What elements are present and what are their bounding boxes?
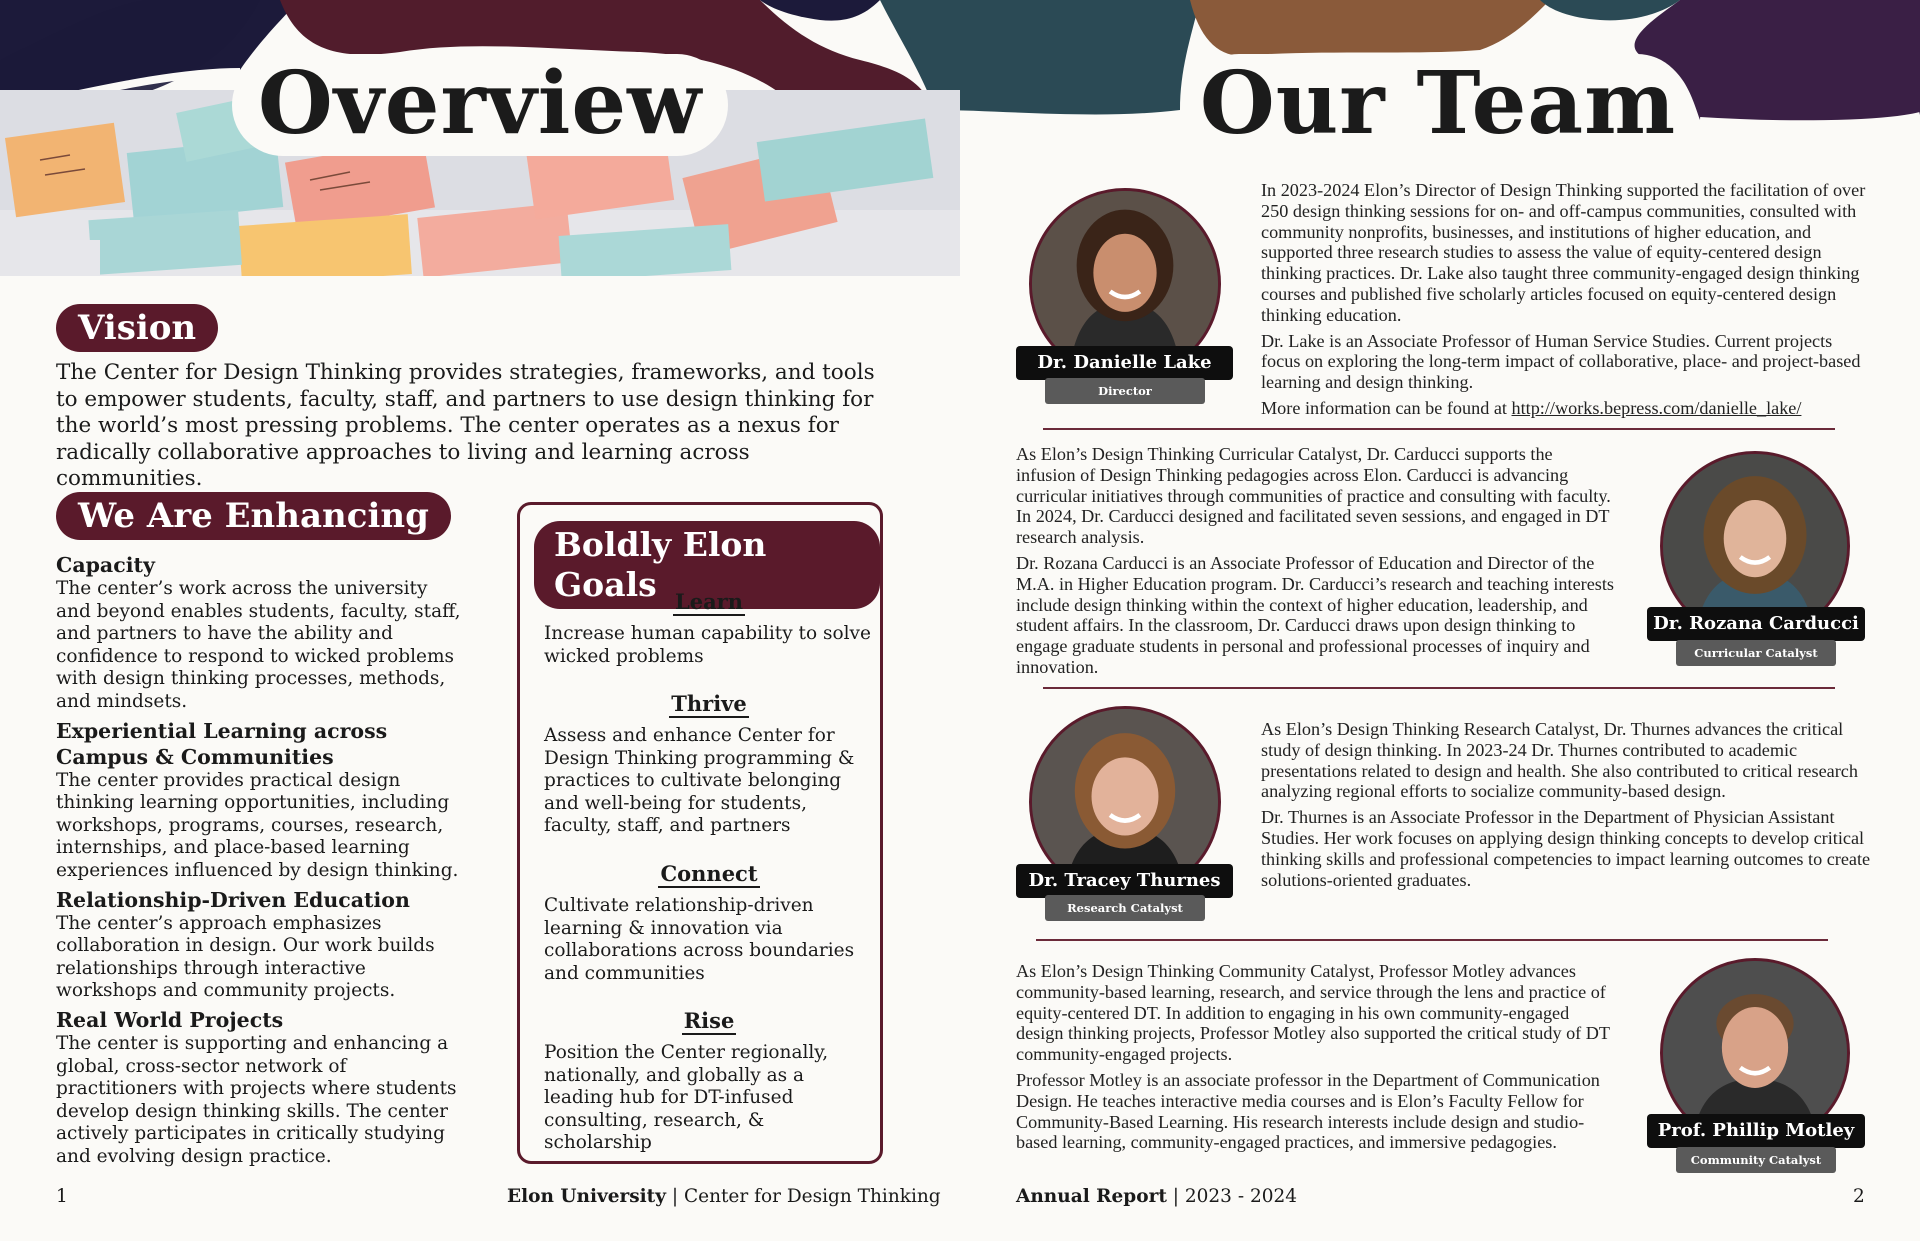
vision-text: The Center for Design Thinking provides strategies, frameworks, and tools to empower students, faculty, staff, and partners to use design thinking for the world’s most pressing problems. The center operates as a nexus for radically collaborative approaches to living and learning across communities. [56,360,875,491]
goals-heading: Boldly Elon Goals [534,521,880,609]
bio-paragraph: In 2023-2024 Elon’s Director of Design Thinking supported the facilitation of over 250 design thinking sessions for on- and off-campus communities, consulted with community nonprofits, businesses, and institutions of higher education, and supported three research studies to assess the value of equity-centered design thinking practices. Dr. Lake also taught three community-engaged design thinking courses and published five scholarly articles focused on equity-centered design thinking education. [1261,180,1866,325]
footer-separator: | [665,1186,684,1207]
bio-rozana-carducci [1016,444,1616,683]
goal-title: Learn [674,589,744,614]
profile-link[interactable]: http://works.bepress.com/danielle_lake/ [1511,397,1802,418]
enhancing-list [56,548,466,1172]
bio-paragraph: As Elon’s Design Thinking Community Catalyst, Professor Motley advances community-based learning, research, and service through the lens and practice of equity-centered DT. In addition to engaging in his own community-engaged design thinking projects, Professor Motley also supported the critical study of DT community-engaged projects. [1016,961,1610,1065]
enhancing-heading: We Are Enhancing [56,492,451,540]
page-number-right: 2 [1853,1186,1865,1207]
goal-title: Thrive [671,691,747,716]
divider [1036,939,1828,941]
enhancing-item-title: Experiential Learning across Campus & Communities [56,718,388,769]
nametag-rozana-carducci: Dr. Rozana Carducci [1647,607,1865,641]
enhancing-item-title: Real World Projects [56,1007,284,1032]
footer-years: 2023 - 2024 [1184,1186,1298,1207]
divider [1043,687,1835,689]
goal-title: Rise [683,1008,735,1033]
goal-text: Assess and enhance Center for Design Thinking programming & practices to cultivate belonging and well-being for students, faculty, staff, and partners [544,725,855,837]
page-number-left: 1 [56,1186,68,1207]
nametag-phillip-motley: Prof. Phillip Motley [1647,1114,1865,1148]
enhancing-item-title: Capacity [56,553,155,577]
footer-separator: | [1166,1186,1185,1207]
page-title-our-team: Our Team [1188,54,1688,156]
bio-tracey-thurnes [1261,719,1873,895]
goal-connect [544,861,874,985]
bio-paragraph: Dr. Lake is an Associate Professor of Human Service Studies. Current projects focus on exploring the long-term impact of collaborative, place- and project-based learning and design thinking. [1261,330,1861,393]
bio-paragraph: As Elon’s Design Thinking Research Catalyst, Dr. Thurnes advances the critical study of design thinking. In 2023-24 Dr. Thurnes contributed to academic presentations related to design and health. She also contributed to critical research analyzing regional efforts to socialize community-based design. [1261,719,1858,802]
goal-text: Cultivate relationship-driven learning & innovation via collaborations across boundaries and communities [544,895,855,984]
bio-link-prefix: More information can be found at [1261,397,1512,418]
enhancing-item-text: The center’s approach emphasizes collaboration in design. Our work builds relationships through interactive workshops and community projects. [56,912,435,1002]
goal-text: Position the Center regionally, nationally, and globally as a leading hub for DT-infused consulting, research, & scholarship [544,1042,829,1154]
nametag-tracey-thurnes: Dr. Tracey Thurnes [1016,864,1233,898]
enhancing-item-text: The center provides practical design thinking learning opportunities, including workshops, programs, courses, research, internships, and place-based learning experiences influenced by design thinking. [56,769,459,881]
goal-thrive [544,691,874,838]
bio-paragraph [1261,398,1873,419]
vision-heading: Vision [56,304,218,352]
roletag-danielle-lake: Director [1045,378,1205,404]
bio-paragraph: Dr. Thurnes is an Associate Professor in the Department of Physician Assistant Studies. Her work focuses on applying design thinking concepts to develop critical thinking skills and professional competencies to impact learning outcomes to create solutions-oriented graduates. [1261,807,1871,890]
roletag-phillip-motley: Community Catalyst [1676,1147,1836,1173]
nametag-danielle-lake: Dr. Danielle Lake [1016,346,1233,380]
goal-rise [544,1008,874,1155]
footer-org [507,1186,941,1208]
footer-report-bold: Annual Report [1016,1186,1167,1207]
roletag-tracey-thurnes: Research Catalyst [1045,895,1205,921]
bio-paragraph: Dr. Rozana Carducci is an Associate Professor of Education and Director of the M.A. in Higher Education program. Dr. Carducci’s research and teaching interests include design thinking within the context of higher education, leadership, and student affairs. In the classroom, Dr. Carducci draws upon design thinking to engage graduate students in personal and professional processes of inquiry and innovation. [1016,552,1614,677]
bio-paragraph: Professor Motley is an associate professor in the Department of Communication Design. He teaches interactive media courses and is Elon’s Faculty Fellow for Community-Based Learning. His research interests include design and studio-based learning, community-engaged practices, and immersive pedagogies. [1016,1069,1600,1153]
roletag-rozana-carducci: Curricular Catalyst [1676,640,1836,666]
goal-text: Increase human capability to solve wicked problems [544,623,871,667]
divider [1043,428,1835,430]
footer-org-bold: Elon University [507,1186,666,1207]
enhancing-item-text: The center’s work across the university and beyond enables students, faculty, staff, and partners to have the ability and confidence to respond to wicked problems with design thinking processes, methods, and mindsets. [56,578,461,712]
footer-org-rest: Center for Design Thinking [683,1186,941,1207]
page-title-overview: Overview [232,54,728,156]
bio-danielle-lake [1261,180,1873,424]
footer-report [1016,1186,1297,1208]
goals-box [517,502,883,1164]
enhancing-item-title: Relationship-Driven Education [56,887,410,912]
bio-paragraph: As Elon’s Design Thinking Curricular Catalyst, Dr. Carducci supports the infusion of Design Thinking pedagogies across Elon. Carducci is advancing curricular initiatives through communities of practice and consulting with faculty. In 2024, Dr. Carducci designed and facilitated seven sessions, and engaged in DT research analysis. [1016,444,1611,548]
bio-phillip-motley [1016,961,1616,1158]
goal-title: Connect [660,861,758,886]
goal-learn [544,589,874,668]
enhancing-item-text: The center is supporting and enhancing a global, cross-sector network of practitioners with projects where students develop design thinking skills. The center actively participates in critically studying and evolving design practice. [56,1032,457,1167]
